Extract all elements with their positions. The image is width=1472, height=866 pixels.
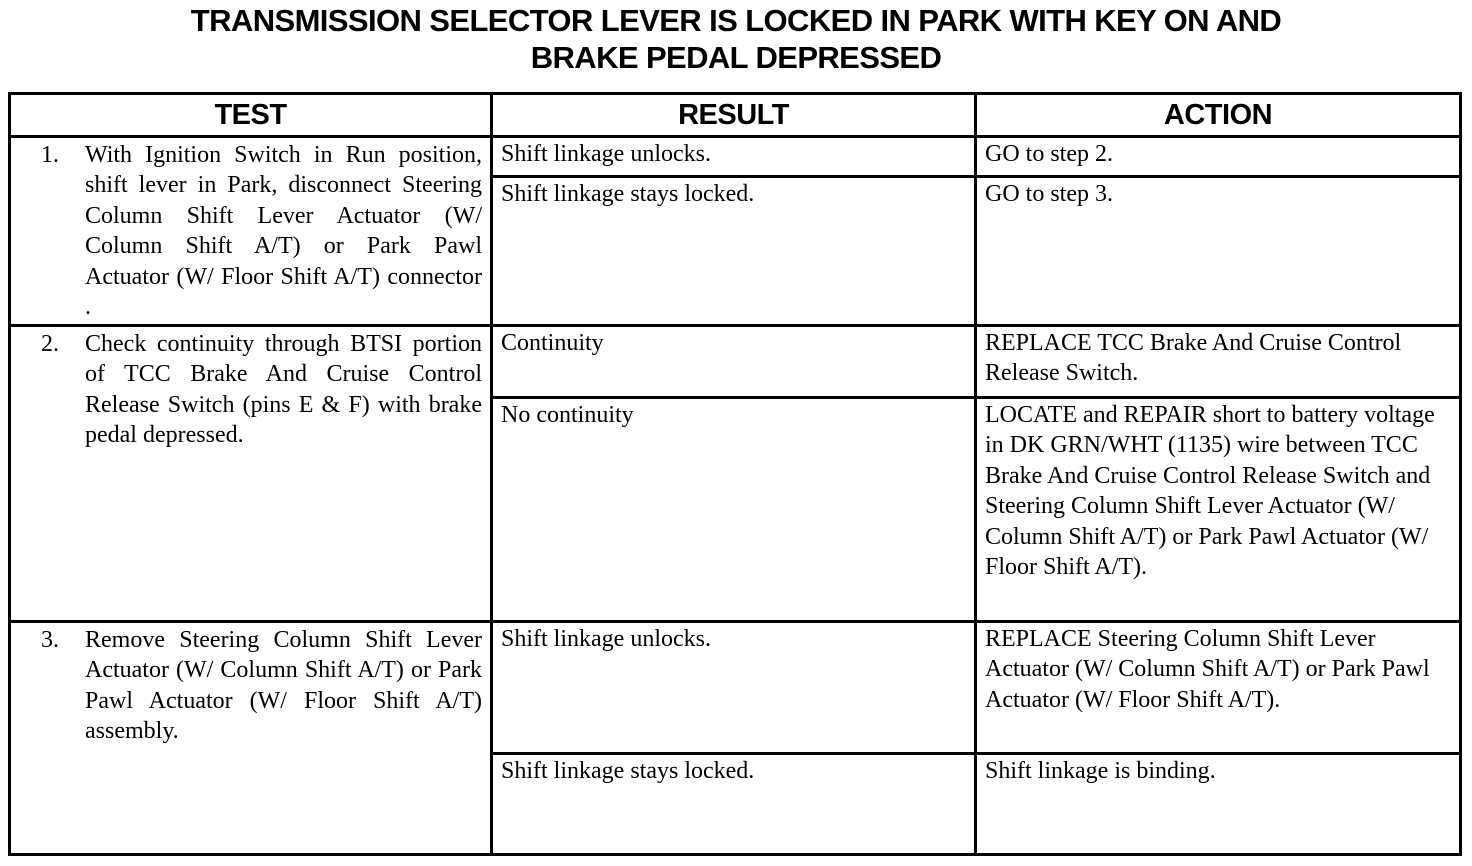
header-result: RESULT [493,95,977,138]
step-2-action-2: LOCATE and REPAIR short to battery voltage in DK GRN/WHT (1135) wire between TCC Brake And Cruise Control Release Switch and Steering Column Shift Lever Actuator (W/ Column Shift A/T) or Park Pawl Actuator (W/ Floor Shift A/T). [977,399,1459,623]
step-test-text: Remove Steering Column Shift Lever Actuator (W/ Column Shift A/T) or Park Pawl Actuator (W/ Floor Shift A/T) assembly. [85,627,482,745]
step-2-action-1: REPLACE TCC Brake And Cruise Control Release Switch. [977,327,1459,399]
step-3-action-2: Shift linkage is binding. [985,758,1216,784]
header-action: ACTION [977,95,1459,138]
step-2-result-1: Continuity [493,327,977,399]
page-title-line-2: BRAKE PEDAL DEPRESSED [530,40,942,75]
step-1-test [11,138,493,327]
step-test-text: Check continuity through BTSI portion of TCC Brake And Cruise Control Release Switch (pins E & F) with brake pedal depressed. [85,331,482,449]
step-1-result-1: Shift linkage unlocks. [493,138,977,178]
page-title [0,2,1472,76]
step-1-action-2: GO to step 3. [977,178,1459,327]
step-test-text: With Ignition Switch in Run position, shift lever in Park, disconnect Steering Column Shift Lever Actuator (W/ Column Shift A/T) or Park Pawl Actuator (W/ Floor Shift A/T) connector . [85,142,482,321]
step-3-test [11,623,493,855]
step-3-result-1: Shift linkage unlocks. [493,623,977,755]
step-1-result-2: Shift linkage stays locked. [493,178,977,327]
step-3-result-2: Shift linkage stays locked. [493,755,977,855]
page-title-line-1: TRANSMISSION SELECTOR LEVER IS LOCKED IN PARK WITH KEY ON AND [190,3,1282,38]
diagnostic-table [8,92,1462,856]
step-3-action-1: REPLACE Steering Column Shift Lever Actuator (W/ Column Shift A/T) or Park Pawl Actuator (W/ Floor Shift A/T). [977,623,1459,755]
step-1-action-1: GO to step 2. [977,138,1459,178]
step-number: 2. [41,331,59,357]
step-number: 3. [41,627,59,653]
header-test: TEST [11,95,493,138]
step-number: 1. [41,142,59,168]
step-2-test [11,327,493,623]
step-2-result-2: No continuity [493,399,977,623]
